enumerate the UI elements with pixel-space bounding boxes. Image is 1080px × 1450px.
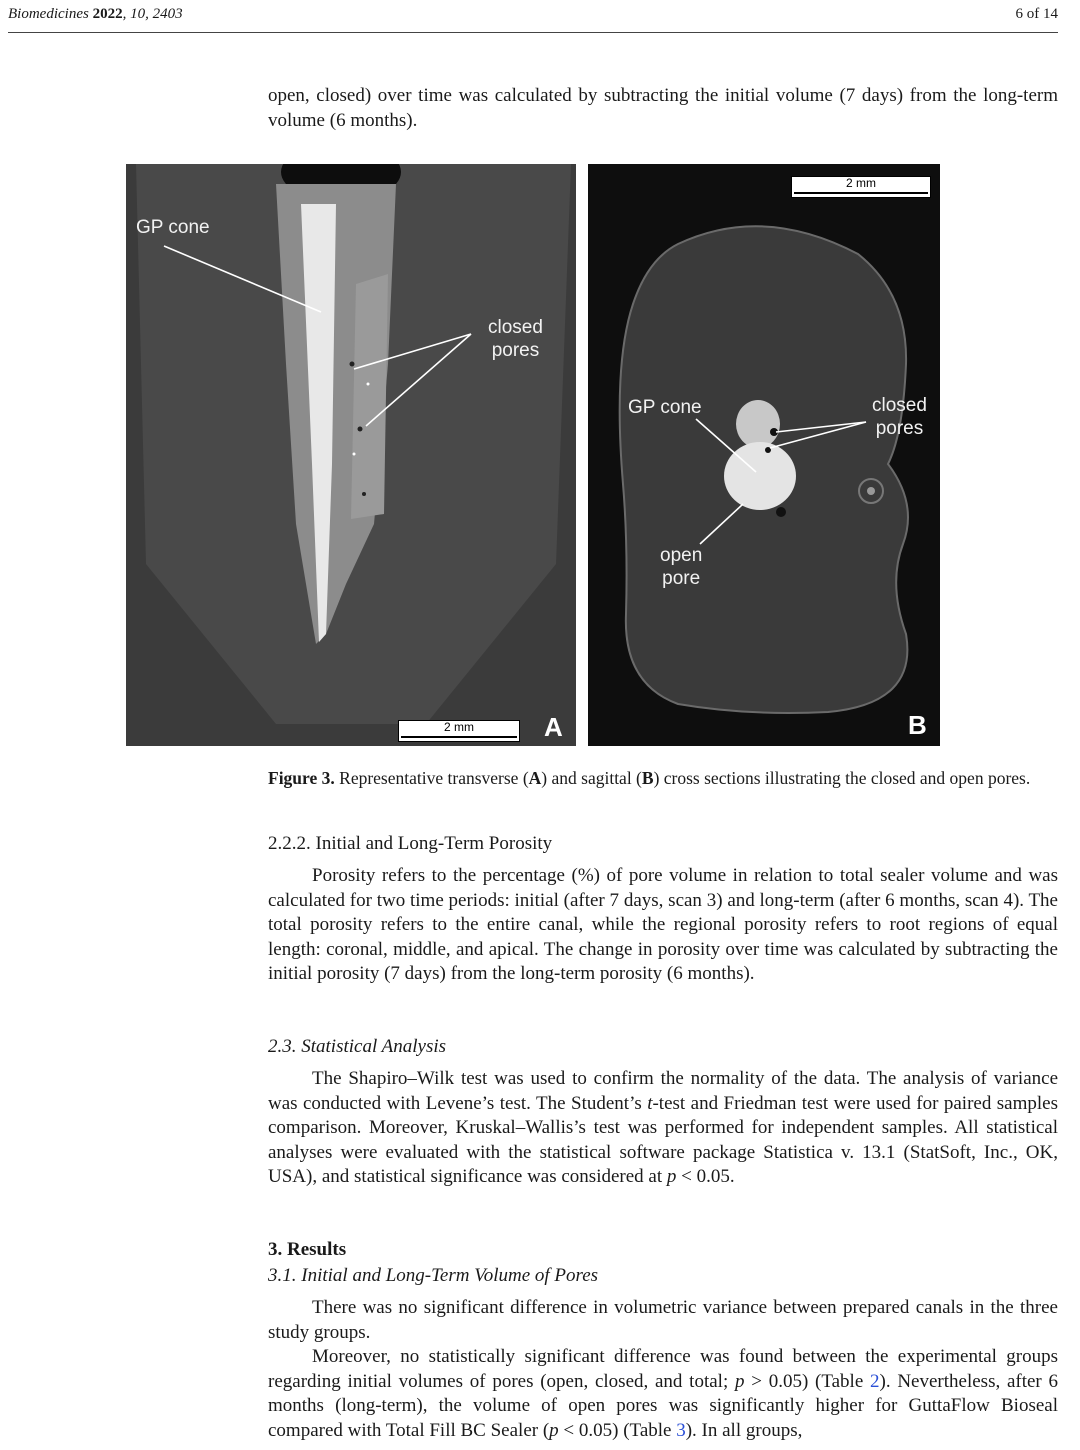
figure-panel-a: [126, 164, 576, 746]
panel-b-scalebar: [791, 176, 931, 198]
page-number: 6 of 14: [1015, 6, 1058, 22]
section-31-paragraph-2: [268, 1345, 1058, 1443]
journal-name: Biomedicines: [8, 6, 89, 22]
panel-a-closed-line1: closed: [488, 317, 543, 338]
section-23-paragraph: [268, 1067, 1058, 1190]
para2-c: ). Nevertheless, after 6 months (long-term), the volume of open pores was significantly higher for GuttaFlow Bioseal compared with Total Fill BC Sealer (: [268, 1370, 1059, 1441]
section-23-part2: -test and Friedman test were used for paired samples comparison. Moreover, Kruskal–Wallis’s test was performed for independent samples. All statistical analyses were evaluated with the statistical software package Statistica v. 13.1 (StatSoft, Inc., OK, USA), and statistical significance was considered at: [268, 1092, 1058, 1187]
header-rule: [8, 32, 1058, 33]
section-23-body: [268, 1067, 1058, 1190]
panel-b-open-line1: open: [660, 545, 703, 566]
caption-b: B: [641, 768, 654, 788]
section-23-part3: < 0.05.: [676, 1166, 735, 1187]
caption-a: A: [528, 768, 542, 788]
panel-a-closed-label: [488, 316, 543, 362]
panel-b-closed-label: [872, 394, 927, 440]
caption-label: Figure 3.: [268, 768, 335, 788]
journal-year: 2022: [92, 6, 123, 22]
journal-volume: , 10, 2403: [122, 6, 183, 22]
para2-p1: p: [734, 1370, 745, 1392]
para2-d: < 0.05) (Table: [558, 1419, 677, 1441]
section-31-body: [268, 1296, 1058, 1443]
section-23-heading: 2.3. Statistical Analysis: [268, 1036, 447, 1057]
panel-a-letter: A: [544, 712, 563, 742]
journal-citation: [8, 6, 183, 23]
panel-b-scale-label: 2 mm: [846, 176, 876, 190]
section-23-t: t: [647, 1092, 653, 1114]
section-23-part1: The Shapiro–Wilk test was used to confirm the normality of the data. The analysis of variance was conducted with Levene’s test. The Student’s: [268, 1068, 1058, 1114]
panel-a-gp-cone-label: GP cone: [136, 217, 210, 238]
figure-panel-b: [588, 164, 940, 746]
panel-b-letter: B: [908, 710, 927, 740]
section-23-p: p: [666, 1166, 677, 1187]
para2-b: > 0.05) (Table: [744, 1370, 871, 1392]
para2-a: Moreover, no statistically significant difference was found between the experimental groups regarding initial volumes of pores (open, closed, and total;: [268, 1346, 1058, 1392]
panel-b-open-label: [660, 544, 702, 590]
panel-a-image: [126, 164, 576, 746]
section-3-heading: 3. Results: [268, 1239, 347, 1260]
panel-b-gp-cone-label: GP cone: [628, 397, 702, 418]
panel-b-open-line2: pore: [662, 568, 701, 589]
panel-a-closed-line2: pores: [491, 340, 540, 361]
panel-b-image: [588, 164, 940, 746]
section-222-heading: 2.2.2. Initial and Long-Term Porosity: [268, 833, 553, 854]
section-31-paragraph-1: There was no significant difference in volumetric variance between prepared canals in the three study groups.: [268, 1297, 1058, 1343]
para2-e: ). In all groups,: [685, 1419, 803, 1441]
panel-a-scale-label: 2 mm: [444, 720, 474, 734]
caption-part2: ) and sagittal (: [541, 768, 642, 788]
intro-paragraph: open, closed) over time was calculated by subtracting the initial volume (7 days) from the long-term volume (6 months).: [268, 85, 1058, 131]
section-222-body: [268, 864, 1058, 987]
section-222-paragraph: Porosity refers to the percentage (%) of pore volume in relation to total sealer volume and was calculated for two time periods: initial (after 7 days, scan 3) and long-term (after 6 months, scan 4). The total porosity refers to the entire canal, while the regional porosity refers to root regions of equal length: coronal, middle, and apical. The change in porosity over time was calculated by subtracting the initial porosity (7 days) from the long-term porosity (6 months).: [268, 865, 1058, 984]
panel-b-closed-line1: closed: [872, 395, 927, 416]
panel-b-closed-line2: pores: [875, 418, 924, 439]
section-31-heading: 3.1. Initial and Long-Term Volume of Pores: [268, 1265, 599, 1286]
table-2-link[interactable]: 2: [870, 1370, 880, 1392]
caption-part1: Representative transverse (: [334, 768, 529, 788]
panel-a-scalebar: [398, 720, 520, 742]
intro-paragraph-block: [268, 84, 1058, 133]
figure-caption: [268, 766, 1058, 790]
page-header: [8, 2, 1058, 28]
table-3-link[interactable]: 3: [676, 1419, 686, 1441]
para2-p2: p: [549, 1419, 559, 1441]
caption-part3: ) cross sections illustrating the closed and open pores.: [653, 768, 1031, 788]
